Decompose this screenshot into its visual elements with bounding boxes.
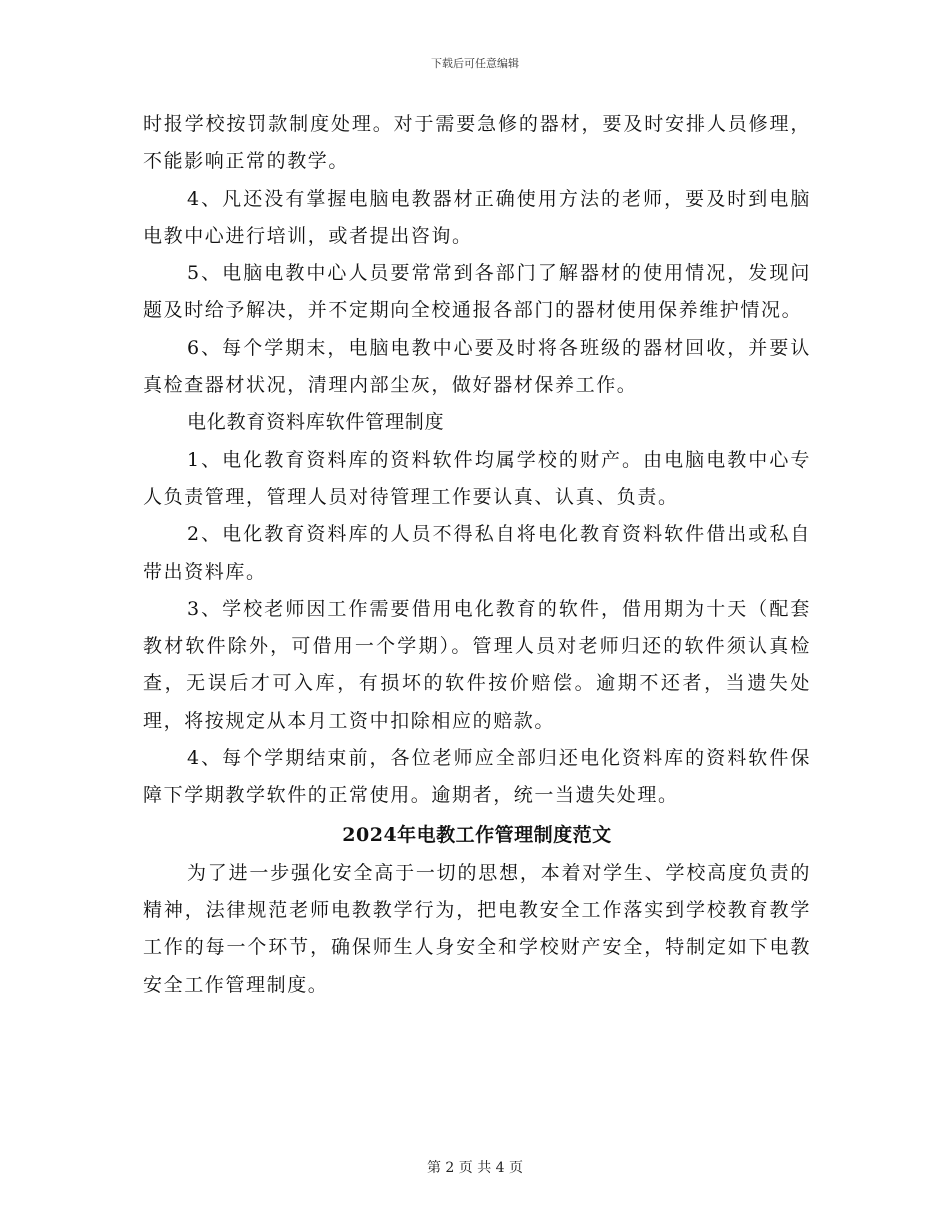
page-number-footer: 第 2 页 共 4 页 — [426, 1160, 524, 1176]
page-header-note: 下载后可任意编辑 — [431, 57, 519, 70]
paragraph-rule-1: 1、电化教育资料库的资料软件均属学校的财产。由电脑电教中心专人负责管理，管理人员对待管理工作要认真、认真、负责。 — [143, 448, 811, 508]
paragraph-continuation: 时报学校按罚款制度处理。对于需要急修的器材，要及时安排人员修理，不能影响正常的教学。 — [143, 113, 811, 173]
paragraph-rule-2: 2、电化教育资料库的人员不得私自将电化教育资料软件借出或私自带出资料库。 — [143, 523, 811, 583]
paragraph-intro: 为了进一步强化安全高于一切的思想，本着对学生、学校高度负责的精神，法律规范老师电教教学行为，把电教安全工作落实到学校教育教学工作的每一个环节，确保师生人身安全和学校财产安全，特制定如下电教安全工作管理制度。 — [143, 861, 811, 996]
document-body — [143, 106, 811, 1004]
section-heading: 电化教育资料库软件管理制度 — [187, 411, 445, 434]
paragraph-item-6: 6、每个学期末，电脑电教中心要及时将各班级的器材回收，并要认真检查器材状况，清理内部尘灰，做好器材保养工作。 — [143, 336, 811, 397]
paragraph-item-5: 5、电脑电教中心人员要常常到各部门了解器材的使用情况，发现问题及时给予解决，并不定期向全校通报各部门的器材使用保养维护情况。 — [143, 262, 811, 322]
document-title: 2024年电教工作管理制度范文 — [342, 823, 612, 846]
paragraph-item-4: 4、凡还没有掌握电脑电教器材正确使用方法的老师，要及时到电脑电教中心进行培训，或者提出咨询。 — [143, 187, 811, 247]
paragraph-rule-3: 3、学校老师因工作需要借用电化教育的软件，借用期为十天（配套教材软件除外，可借用一个学期）。管理人员对老师归还的软件须认真检查，无误后才可入库，有损坏的软件按价赔偿。逾期不还者，当遗失处理，将按规定从本月工资中扣除相应的赔款。 — [143, 597, 811, 732]
paragraph-rule-4: 4、每个学期结束前，各位老师应全部归还电化资料库的资料软件保障下学期教学软件的正常使用。逾期者，统一当遗失处理。 — [143, 747, 811, 807]
